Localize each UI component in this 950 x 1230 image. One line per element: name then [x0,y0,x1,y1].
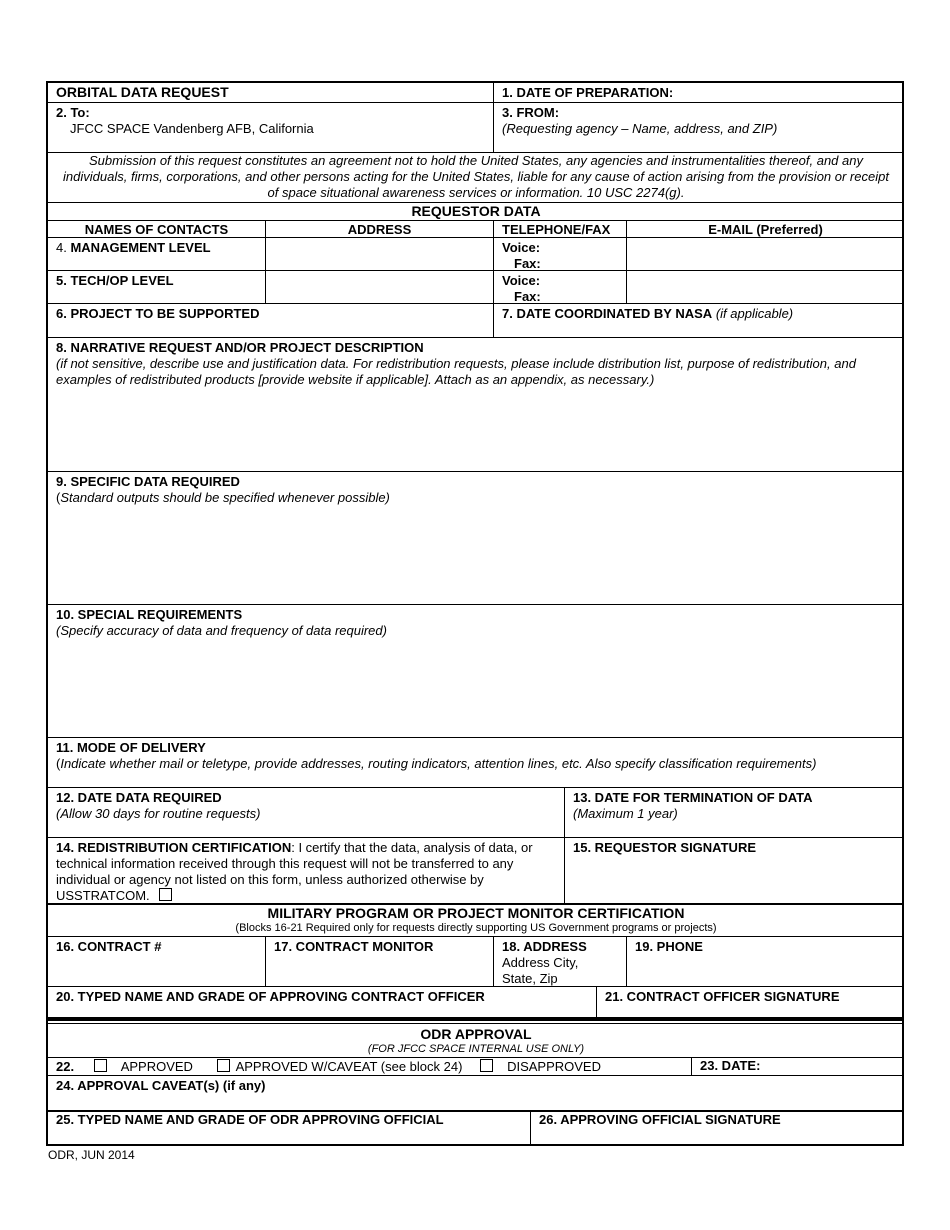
block18-label: 18. ADDRESS [502,939,587,954]
row5-label: 5. TECH/OP LEVEL [56,273,174,288]
form-footer: ODR, JUN 2014 [48,1148,135,1162]
block23-label: 23. DATE: [700,1058,761,1073]
block12-label: 12. DATE DATA REQUIRED [56,790,222,805]
row5-fax-label: Fax: [514,289,541,304]
odr-official-name-field[interactable] [48,1112,531,1146]
special-requirements-field[interactable] [48,605,904,738]
block13-label: 13. DATE FOR TERMINATION OF DATA [573,790,813,805]
management-level-name-field[interactable] [48,238,266,271]
contract-officer-signature-field[interactable] [597,987,904,1021]
block9-label: 9. SPECIFIC DATA REQUIRED [56,474,240,489]
from-field[interactable] [494,103,904,153]
block7-hint: (if applicable) [715,306,794,321]
military-subheading: (Blocks 16-21 Required only for requests directly supporting US Government programs or projects) [235,922,717,934]
redistribution-checkbox[interactable] [159,888,172,901]
block12-hint: (Allow 30 days for routine requests) [56,806,261,821]
redistribution-certification [48,838,565,905]
block9-hint: Standard outputs should be specified whenever possible) [60,490,390,505]
row4-label: MANAGEMENT LEVEL [70,240,211,255]
management-level-address-field[interactable] [266,238,494,271]
tech-op-level-name-field[interactable] [48,271,266,304]
block25-label: 25. TYPED NAME AND GRADE OF ODR APPROVING OFFICIAL [56,1112,444,1127]
approval-caveat-field[interactable] [48,1076,904,1112]
block14-text: : I certify that the data, analysis of data, or technical information received through this request will not be transferred to any individual or agency not listed on this form, unless authorized otherwise by USSTRATCOM. [56,840,533,903]
phone-field[interactable] [627,937,904,987]
date-of-preparation-field[interactable] [494,83,904,103]
row4-voice-label: Voice: [502,240,541,255]
block10-hint: (Specify accuracy of data and frequency of data required) [56,623,387,638]
col-email: E-MAIL (Preferred) [627,221,904,238]
odr-approval-header [48,1023,904,1058]
project-supported-field[interactable] [48,304,494,338]
approval-heading: ODR APPROVAL [420,1026,532,1042]
block3-label: 3. FROM: [502,105,560,120]
requestor-data-heading: REQUESTOR DATA [48,203,904,221]
row5-voice-label: Voice: [502,273,541,288]
block7-label: 7. DATE COORDINATED BY NASA [502,306,713,321]
approved-checkbox[interactable] [94,1059,107,1072]
approval-date-field[interactable] [692,1058,904,1076]
approval-decision-row [48,1058,692,1076]
block11-hint-open: ( [56,756,61,771]
approved-label: APPROVED [120,1059,193,1074]
block1-label: 1. DATE OF PREPARATION: [502,85,674,100]
approved-with-caveat-checkbox[interactable] [217,1059,230,1072]
military-certification-header [48,905,904,937]
block13-hint: (Maximum 1 year) [573,806,678,821]
contract-number-field[interactable] [48,937,266,987]
orbital-data-request-form [46,81,904,1146]
block6-label: 6. PROJECT TO BE SUPPORTED [56,306,260,321]
tech-op-level-email-field[interactable] [627,271,904,304]
block15-label: 15. REQUESTOR SIGNATURE [573,840,756,855]
date-coordinated-nasa-field[interactable] [494,304,904,338]
disapproved-checkbox[interactable] [480,1059,493,1072]
tech-op-level-phone-field[interactable] [494,271,627,304]
block2-label: 2. To: [56,105,90,120]
block18-line1: Address City, [502,955,579,970]
block3-hint: (Requesting agency – Name, address, and ZIP) [502,121,778,136]
specific-data-required-field[interactable] [48,472,904,605]
requestor-signature-field[interactable] [565,838,904,905]
tech-op-level-address-field[interactable] [266,271,494,304]
address-field[interactable] [494,937,627,987]
block8-label: 8. NARRATIVE REQUEST AND/OR PROJECT DESCRIPTION [56,340,424,355]
col-telephone-fax: TELEPHONE/FAX [494,221,627,238]
col-address: ADDRESS [266,221,494,238]
management-level-phone-field[interactable] [494,238,627,271]
mode-of-delivery-field[interactable] [48,738,904,788]
block2-value: JFCC SPACE Vandenberg AFB, California [70,121,314,136]
contract-officer-name-field[interactable] [48,987,597,1021]
military-heading: MILITARY PROGRAM OR PROJECT MONITOR CERTIFICATION [267,905,685,921]
block9-hint-open: ( [56,490,61,505]
to-field[interactable] [48,103,494,153]
col-names-of-contacts: NAMES OF CONTACTS [48,221,266,238]
block8-hint: (if not sensitive, describe use and justification data. For redistribution requests, please include distribution list, purpose of redistribution, and examples of redistributed products [provide website if applicable]. Attach as an appendix, as necessary.) [56,356,856,387]
block24-label: 24. APPROVAL CAVEAT(s) (if any) [56,1078,266,1093]
row4-num: 4. [56,240,67,255]
date-termination-field[interactable] [565,788,904,838]
disapproved-label: DISAPPROVED [507,1059,601,1074]
block20-label: 20. TYPED NAME AND GRADE OF APPROVING CONTRACT OFFICER [56,989,485,1004]
disclaimer-text: Submission of this request constitutes an agreement not to hold the United States, any agencies and instrumentalities thereof, and any individuals, firms, corporations, and other persons acting for the United States, liable for any cause of action arising from the provision or receipt of space situational awareness services or information. 10 USC 2274(g). [48,153,904,203]
block11-hint: Indicate whether mail or teletype, provide addresses, routing indicators, attention lines, etc. Also specify classification requirements) [60,756,817,771]
block10-label: 10. SPECIAL REQUIREMENTS [56,607,243,622]
block11-label: 11. MODE OF DELIVERY [56,740,206,755]
approval-subheading: (FOR JFCC SPACE INTERNAL USE ONLY) [367,1043,585,1055]
form-title: ORBITAL DATA REQUEST [48,83,494,103]
management-level-email-field[interactable] [627,238,904,271]
block19-label: 19. PHONE [635,939,703,954]
date-data-required-field[interactable] [48,788,565,838]
narrative-request-field[interactable] [48,338,904,472]
approved-with-caveat-label: APPROVED W/CAVEAT (see block 24) [235,1059,463,1074]
block17-label: 17. CONTRACT MONITOR [274,939,434,954]
block26-label: 26. APPROVING OFFICIAL SIGNATURE [539,1112,781,1127]
row4-fax-label: Fax: [514,256,541,271]
block16-label: 16. CONTRACT # [56,939,162,954]
block21-label: 21. CONTRACT OFFICER SIGNATURE [605,989,840,1004]
approving-official-signature-field[interactable] [531,1112,904,1146]
block14-label: 14. REDISTRIBUTION CERTIFICATION [56,840,292,855]
block22-num: 22. [56,1059,75,1074]
block18-line2: State, Zip [502,971,558,986]
contract-monitor-field[interactable] [266,937,494,987]
